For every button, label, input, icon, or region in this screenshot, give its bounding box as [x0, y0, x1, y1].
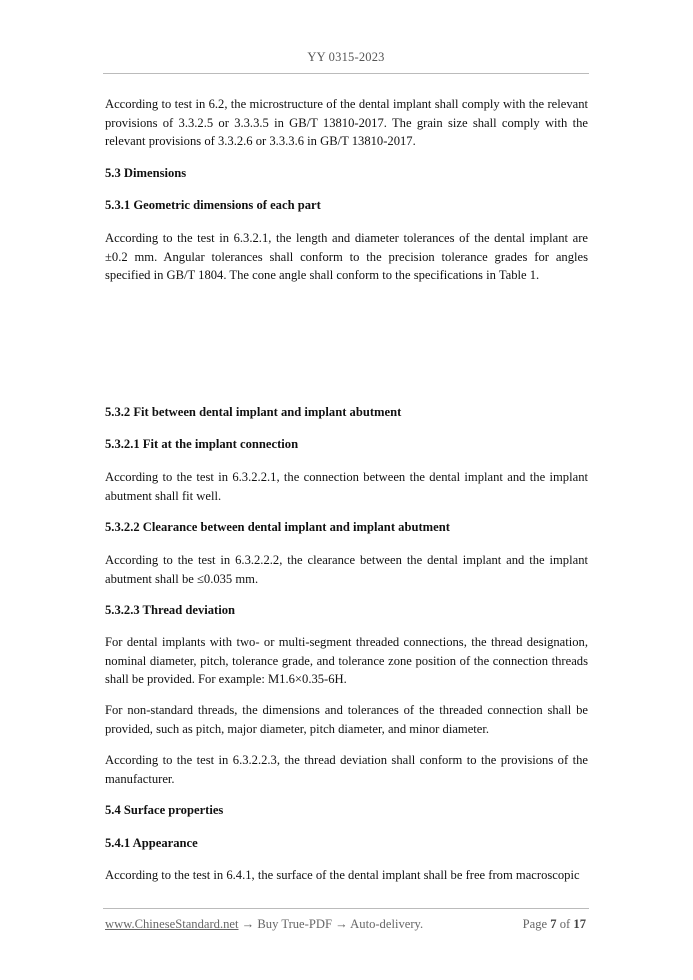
footer-divider — [103, 908, 589, 909]
page-header: YY 0315-2023 — [307, 50, 385, 64]
heading-5-4: 5.4 Surface properties — [105, 803, 224, 817]
heading-5-3-1: 5.3.1 Geometric dimensions of each part — [105, 198, 321, 212]
paragraph-5-3-2-3-b: For non-standard threads, the dimensions and tolerances of the threaded connection shall be provided, such as pitch, major diameter, pitch diameter, and minor diameter. — [105, 703, 588, 736]
page-current: 7 — [550, 917, 557, 931]
footer-links — [105, 917, 423, 932]
page-number — [523, 917, 586, 932]
heading-5-3: 5.3 Dimensions — [105, 166, 187, 180]
heading-5-3-2: 5.3.2 Fit between dental implant and implant abutment — [105, 405, 402, 419]
header-divider — [103, 73, 589, 74]
page-total: 17 — [573, 917, 586, 931]
arrow-icon: → — [241, 917, 255, 931]
of-word: of — [559, 917, 571, 931]
paragraph-microstructure: According to test in 6.2, the microstructure of the dental implant shall comply with the relevant provisions of 3.3.2.5 or 3.3.3.5 in GB/T 13810-2017. The grain size shall comply with the relevant provisions of 3.3.2.6 or 3.3.3.6 in GB/T 13810-2017. — [105, 97, 588, 149]
auto-delivery-text: Auto-delivery. — [350, 917, 424, 931]
buy-true-pdf-link[interactable]: Buy True-PDF — [257, 917, 332, 931]
paragraph-5-3-2-3-c: According to the test in 6.3.2.2.3, the thread deviation shall conform to the provisions of the manufacturer. — [105, 753, 588, 786]
website-link[interactable]: www.ChineseStandard.net — [105, 917, 239, 931]
paragraph-5-3-2-2: According to the test in 6.3.2.2.2, the clearance between the dental implant and the implant abutment shall be ≤0.035 mm. — [105, 553, 588, 586]
heading-5-3-2-3: 5.3.2.3 Thread deviation — [105, 603, 236, 617]
paragraph-5-4-1: According to the test in 6.4.1, the surface of the dental implant shall be free from macroscopic — [105, 868, 580, 882]
arrow-icon: → — [335, 917, 348, 931]
heading-5-3-2-2: 5.3.2.2 Clearance between dental implant and implant abutment — [105, 520, 450, 534]
paragraph-5-3-2-3-a: For dental implants with two- or multi-segment threaded connections, the thread designation, nominal diameter, pitch, tolerance grade, and tolerance zone position of the connection threads shall be provided. For example: M1.6×0.35-6H. — [105, 635, 588, 687]
heading-5-4-1: 5.4.1 Appearance — [105, 836, 198, 850]
paragraph-5-3-1: According to the test in 6.3.2.1, the length and diameter tolerances of the dental implant are ±0.2 mm. Angular tolerances shall conform to the precision tolerance grades for angles specified in GB/T 1804. The cone angle shall conform to the specifications in Table 1. — [105, 231, 588, 283]
page-word: Page — [522, 917, 548, 931]
paragraph-5-3-2-1: According to the test in 6.3.2.2.1, the connection between the dental implant and the implant abutment shall fit well. — [105, 470, 588, 503]
heading-5-3-2-1: 5.3.2.1 Fit at the implant connection — [105, 437, 299, 451]
